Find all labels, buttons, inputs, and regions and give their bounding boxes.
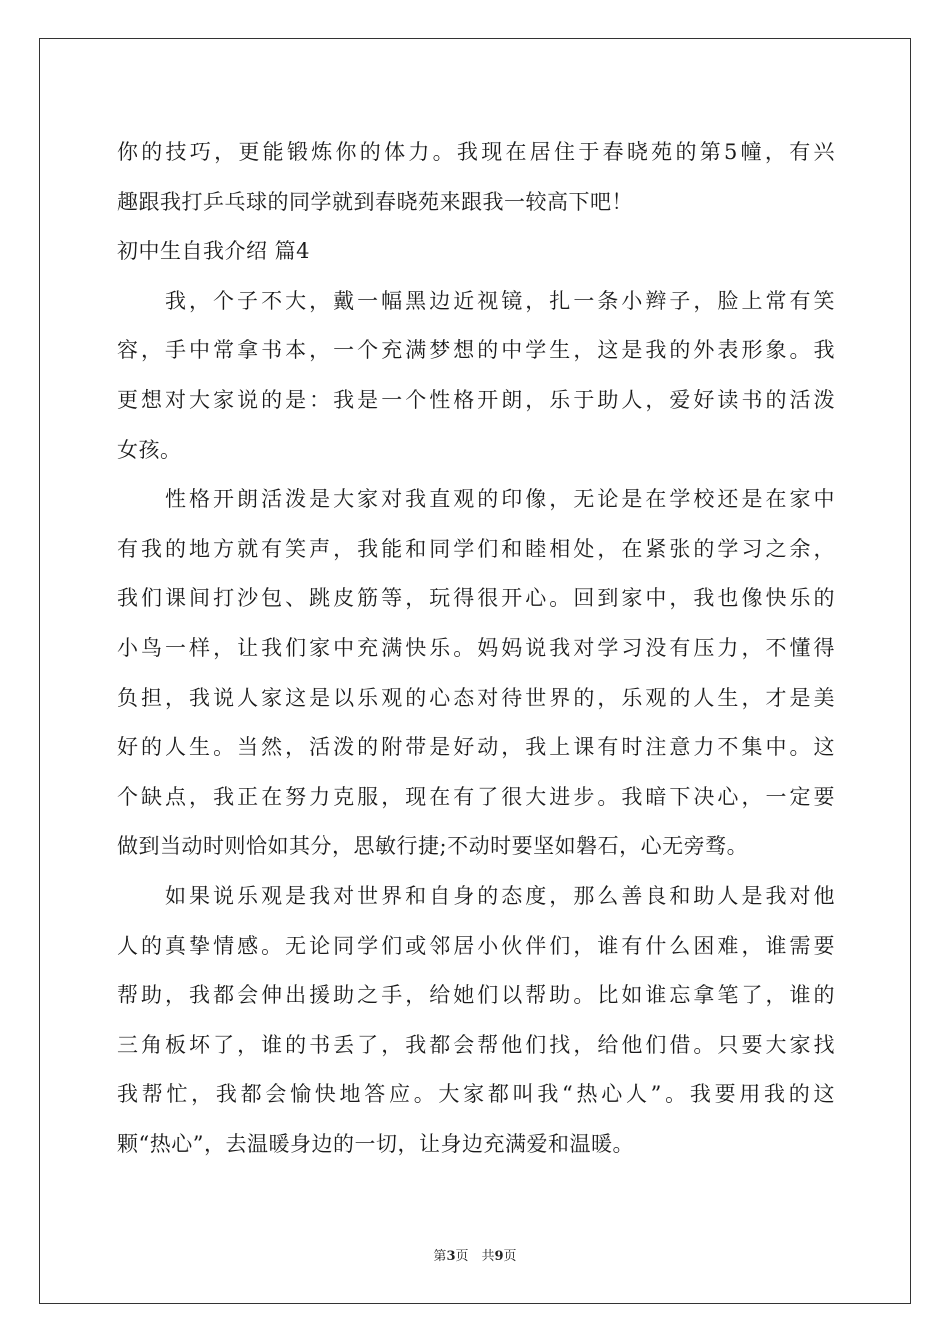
paragraph-1 xyxy=(117,277,835,475)
paragraph-line: 女孩。 xyxy=(117,437,182,462)
continuation-line: 趣跟我打乒乓球的同学就到春晓苑来跟我一较高下吧！ xyxy=(117,189,633,214)
paragraph-line: 帮助，我都会伸出援助之手，给她们以帮助。比如谁忘拿笔了，谁的 xyxy=(117,983,835,1008)
paragraph-line: 好的人生。当然，活泼的附带是好动，我上课有时注意力不集中。这 xyxy=(117,735,835,760)
paragraph-line: 性格开朗活泼是大家对我直观的印像，无论是在学校还是在家中 xyxy=(165,487,835,512)
paragraph-line: 做到当动时则恰如其分，思敏行捷;不动时要坚如磐石，心无旁骛。 xyxy=(117,834,749,859)
paragraph-line: 容，手中常拿书本，一个充满梦想的中学生，这是我的外表形象。我 xyxy=(117,338,835,363)
paragraph-2 xyxy=(117,475,835,872)
footer-page-prefix: 第 xyxy=(433,1249,447,1264)
paragraph-line: 三角板坏了，谁的书丢了，我都会帮他们找，给他们借。只要大家找 xyxy=(117,1032,835,1057)
footer-page-mid: 页 共 xyxy=(455,1249,495,1264)
paragraph-line: 个缺点，我正在努力克服，现在有了很大进步。我暗下决心，一定要 xyxy=(117,784,835,809)
paragraph-line: 有我的地方就有笑声，我能和同学们和睦相处，在紧张的学习之余， xyxy=(117,536,835,561)
continuation-line: 你的技巧，更能锻炼你的体力。我现在居住于春晓苑的第5幢，有兴 xyxy=(117,140,835,164)
paragraph-line: 负担，我说人家这是以乐观的心态对待世界的，乐观的人生，才是美 xyxy=(117,685,835,710)
document-body xyxy=(117,128,835,1169)
paragraph-line: 我们课间打沙包、跳皮筋等，玩得很开心。回到家中，我也像快乐的 xyxy=(117,586,835,611)
paragraph-line: 颗“热心”，去温暖身边的一切，让身边充满爱和温暖。 xyxy=(117,1131,634,1156)
page-footer xyxy=(0,1245,950,1264)
section-title: 初中生自我介绍 篇4 xyxy=(117,239,311,264)
paragraph-3 xyxy=(117,872,835,1170)
paragraph-line: 如果说乐观是我对世界和自身的态度，那么善良和助人是我对他 xyxy=(165,883,835,908)
footer-total-pages: 9 xyxy=(494,1249,504,1264)
paragraph-line: 人的真挚情感。无论同学们或邻居小伙伴们，谁有什么困难，谁需要 xyxy=(117,933,835,958)
paragraph-line: 更想对大家说的是：我是一个性格开朗，乐于助人，爱好读书的活泼 xyxy=(117,387,835,412)
paragraph-line: 我，个子不大，戴一幅黑边近视镜，扎一条小辫子，脸上常有笑 xyxy=(165,288,835,313)
footer-page-number: 3 xyxy=(446,1249,456,1264)
paragraph-line: 小鸟一样，让我们家中充满快乐。妈妈说我对学习没有压力，不懂得 xyxy=(117,635,835,660)
paragraph-line: 我帮忙，我都会愉快地答应。大家都叫我“热心人”。我要用我的这 xyxy=(117,1082,835,1107)
footer-page-suffix: 页 xyxy=(503,1249,517,1264)
